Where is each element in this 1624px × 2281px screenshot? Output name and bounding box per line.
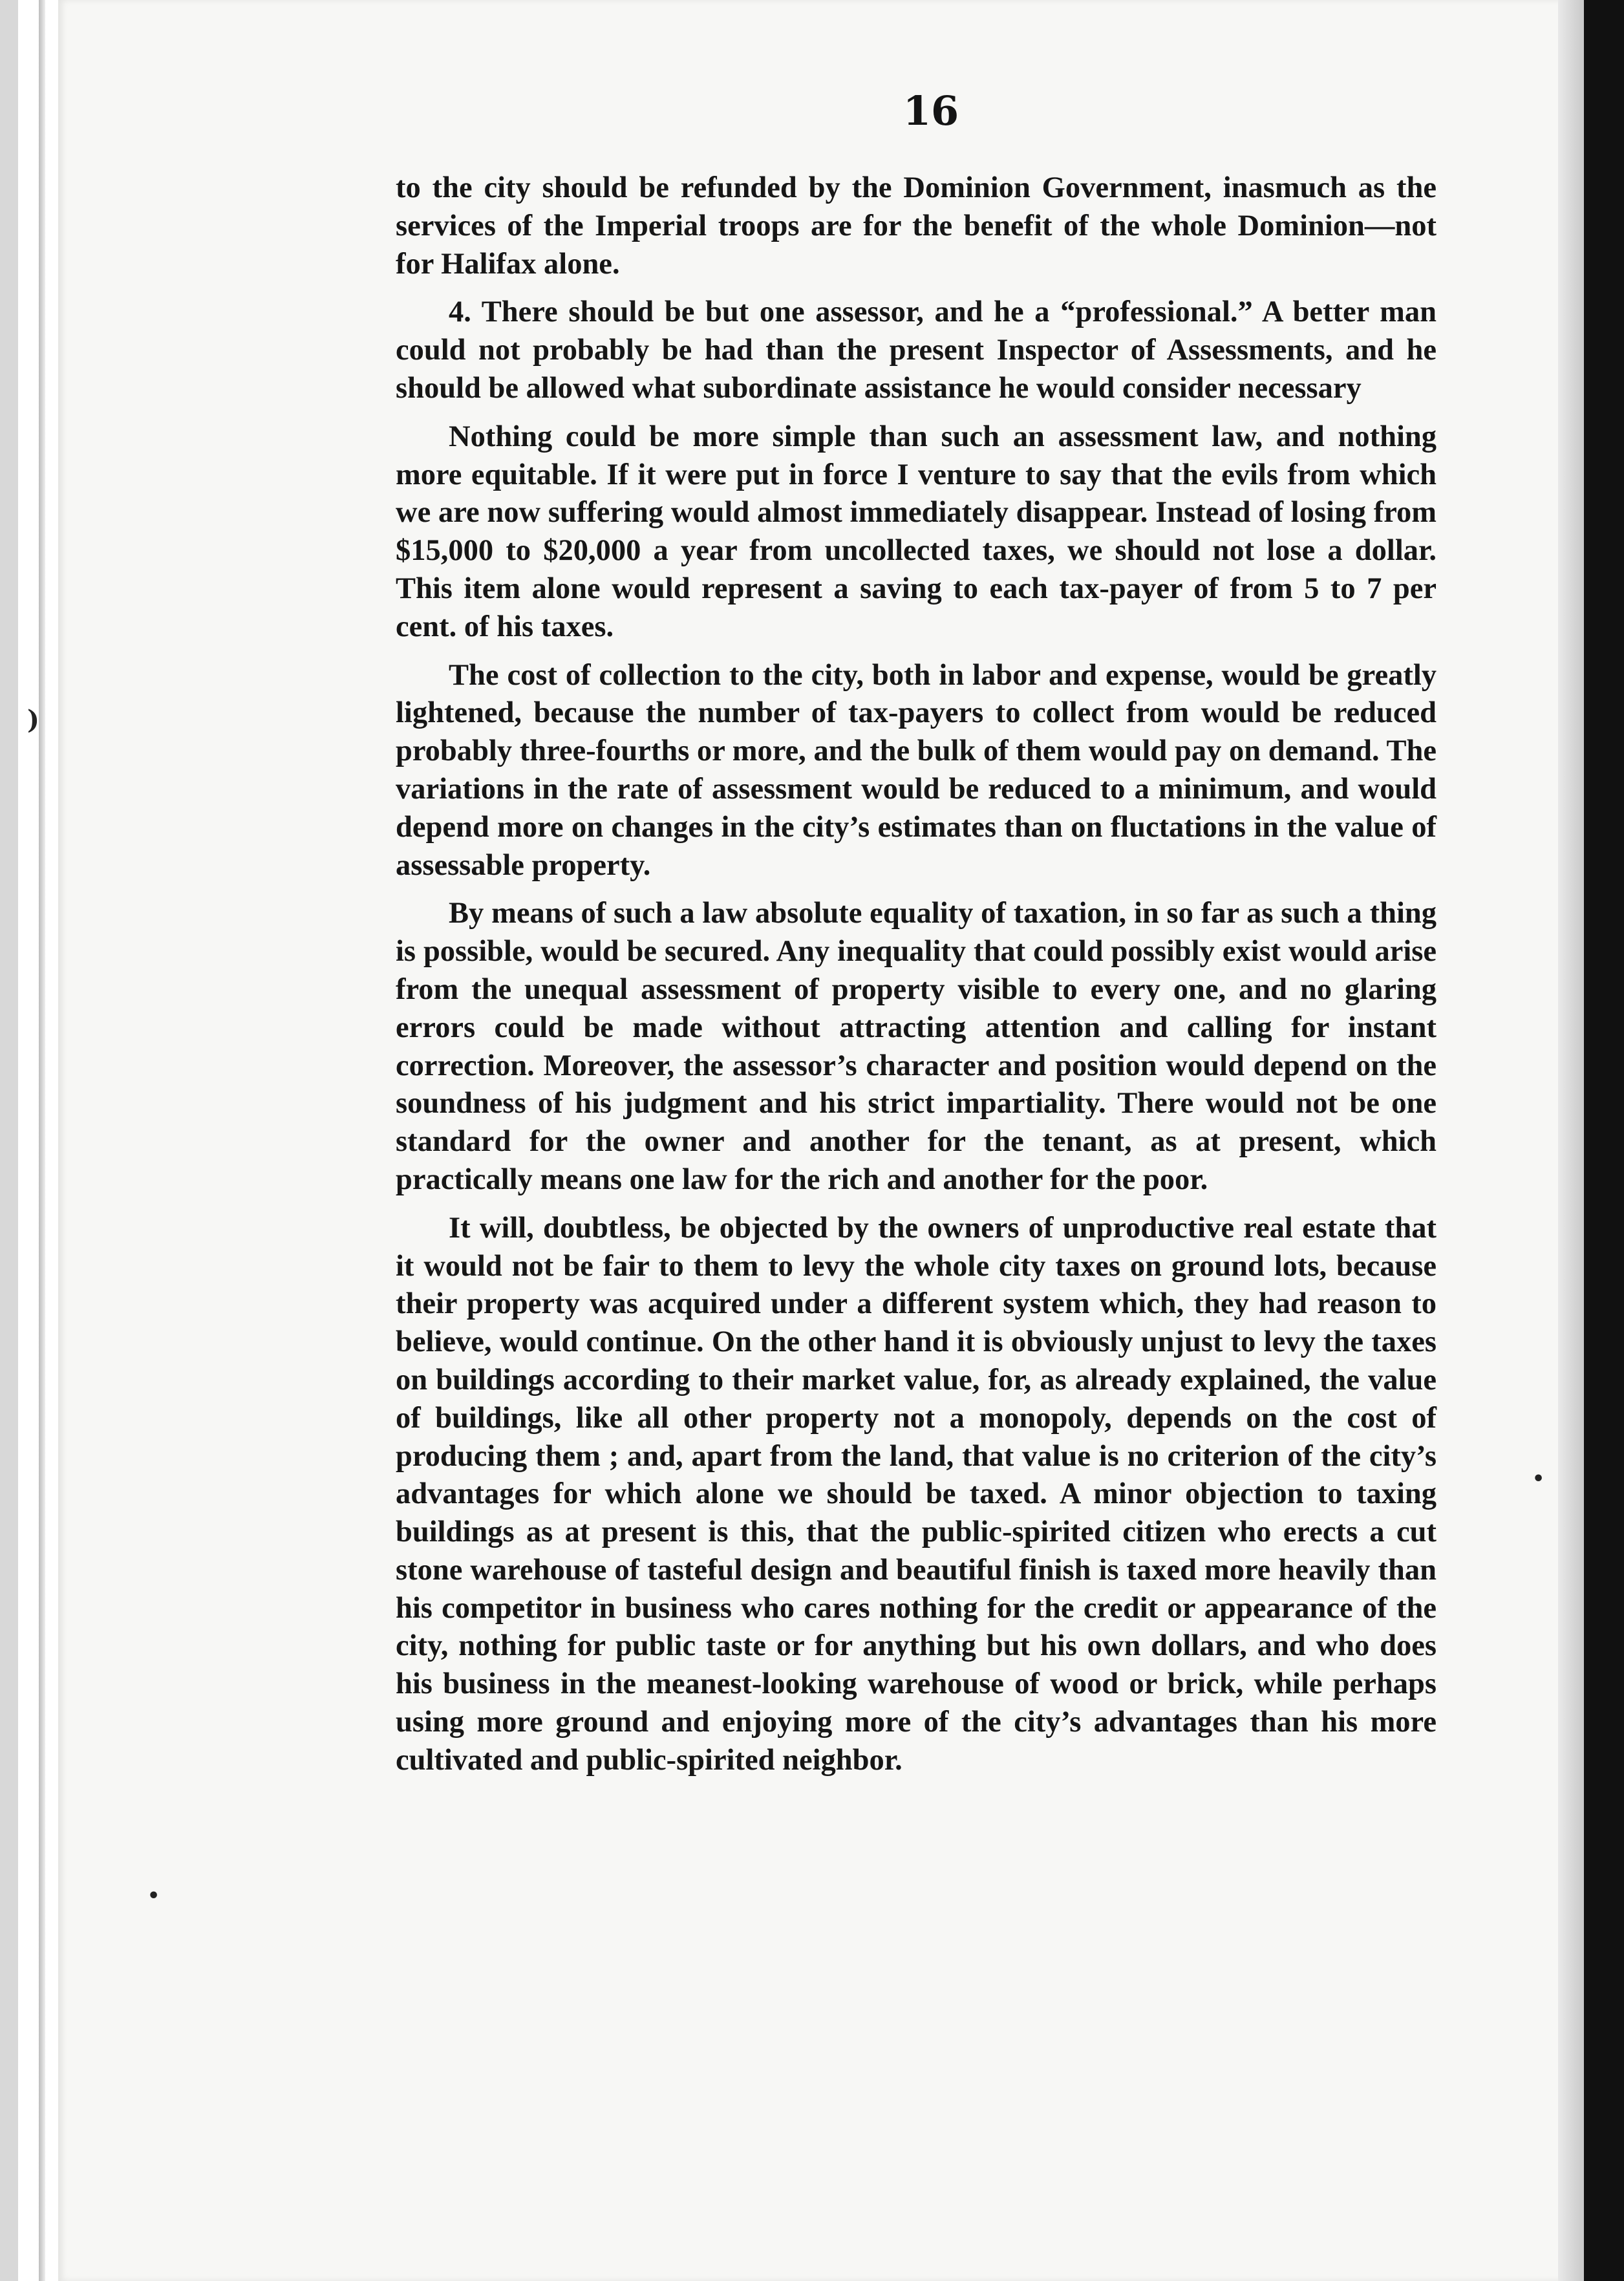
- page-left-edge: [39, 0, 45, 2281]
- scan-speck: ): [27, 705, 39, 735]
- paragraph-cost-of-collection: The cost of collection to the city, both in labor and expense, would be greatly lightened, because the number of tax-payers to collect from would be reduced probably three-fourths or more, and the bulk of them would pay on demand. The variations in the rate of assessment would be reduced to a minimum, and would depend more on changes in the city’s estimates than on fluctations in the value of assessable property.: [396, 658, 1437, 882]
- paragraph-continuation: to the city should be refunded by the Dominion Government, inasmuch as the services of the Imperial troops are for the benefit of the whole Dominion—not for Halifax alone.: [396, 171, 1437, 281]
- paragraph-point-4: 4. There should be but one assessor, and he a “professional.” A better man could not probably be had than the present Inspector of Assessments, and he should be allowed what subordinate assistance he would consider necessary: [396, 295, 1437, 405]
- page-gutter-shadow: [1558, 0, 1584, 2281]
- scan-left-border: [0, 0, 18, 2281]
- scan-right-edge: [1584, 0, 1624, 2281]
- body-text: [396, 169, 1437, 1790]
- paragraph-objection: It will, doubtless, be objected by the owners of unproductive real estate that it would not be fair to them to levy the whole city taxes on ground lots, because their property was acquired under a different system which, they had reason to believe, would continue. On the other hand it is obviously unjust to levy the taxes on buildings according to their market value, for, as already explained, the value of buildings, like all other property not a monopoly, depends on the cost of producing them ; and, apart from the land, that value is no criterion of the city’s advantages for which alone we should be taxed. A minor objection to taxing buildings as at present is this, that the public-spirited citizen who erects a cut stone warehouse of tasteful design and beautiful finish is taxed more heavily than his competitor in business who cares nothing for the credit or appearance of the city, nothing for public taste or for anything but his own dollars, and who does his business in the meanest-looking warehouse of wood or brick, while perhaps using more ground and enjoying more of the city’s advantages than his more cultivated and public-spirited neighbor.: [396, 1211, 1437, 1777]
- scan-speck: •: [1532, 1468, 1545, 1490]
- page-number: 16: [903, 87, 959, 134]
- paragraph-assessment-law: Nothing could be more simple than such an assessment law, and nothing more equitable. If it were put in force I venture to say that the evils from which we are now suffering would almost immediately disappear. Instead of losing from $15,000 to $20,000 a year from uncollected taxes, we should not lose a dollar. This item alone would represent a saving to each tax-payer of from 5 to 7 per cent. of his taxes.: [396, 420, 1437, 643]
- scan-speck: •: [147, 1885, 160, 1907]
- paragraph-equality-of-taxation: By means of such a law absolute equality of taxation, in so far as such a thing is possible, would be secured. Any inequality that could possibly exist would arise from the unequal assessment of property visible to every one, and no glaring errors could be made without attracting attention and calling for instant correction. Moreover, the assessor’s character and position would depend on the soundness of his judgment and his strict impartiality. There would not be one standard for the owner and another for the tenant, as at present, which practically means one law for the rich and another for the poor.: [396, 897, 1437, 1196]
